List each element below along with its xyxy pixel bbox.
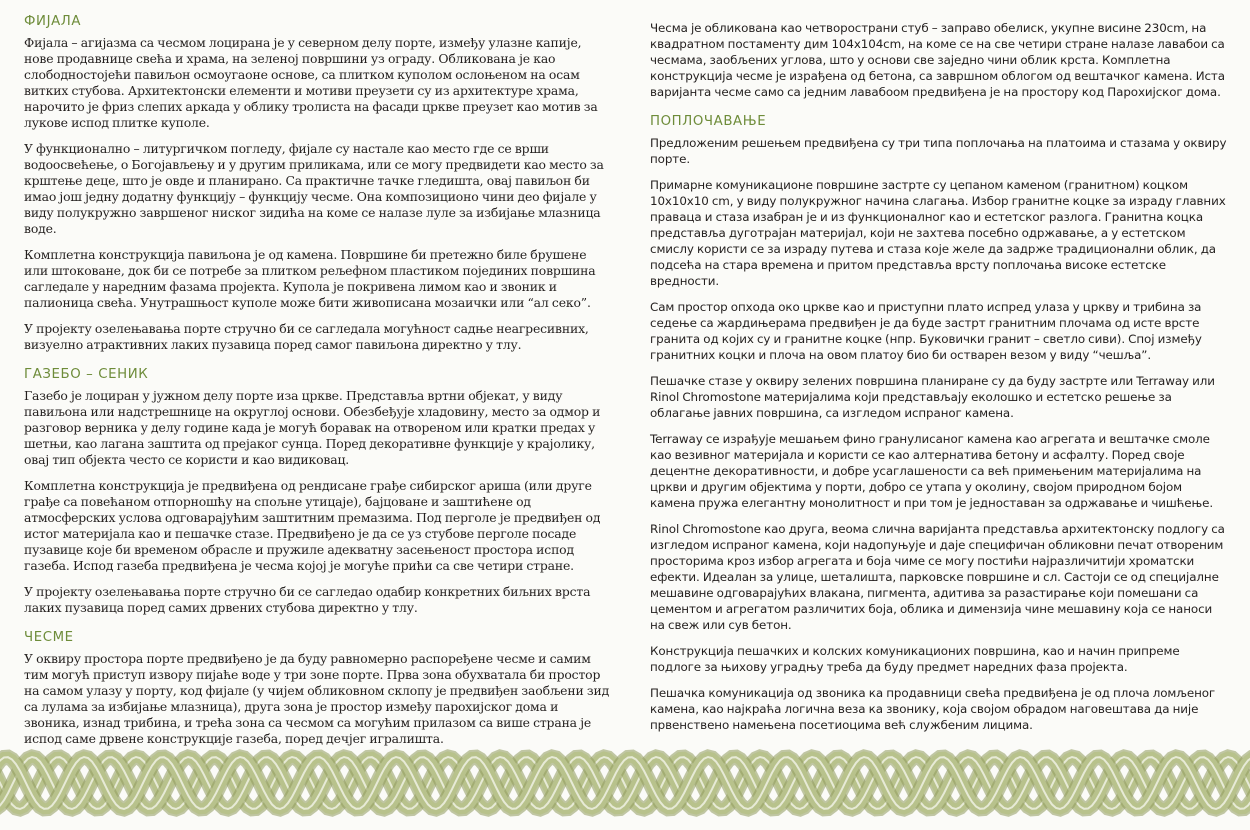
paragraph: Комплетна конструкција павиљона је од камена. Површине би претежно биле брушене или штоковане, док би се потребе за плитком рељефном пластиком појединих површина сагледале у наредним фазама пројекта. Купола је покривена лимом као и звоник и палионица свећа. Унутрашњост куполе може бити живописана мозаички или “ал секо”. — [24, 247, 596, 310]
paragraph: Газебо је лоциран у јужном делу порте иза цркве. Представља вртни објекат, у виду павиљона или надстрешнице на округлој основи. Обезбеђује хладовину, место за одмор и разговор верника у делу године када је могућ боравак на отвореном или кратки предах у шетњи, као лагана заштита од прејаког сунца. Поред декоративне функције у крајолику, овај тип објекта често се користи и као видиковац. — [24, 388, 601, 467]
paragraph: Пешачка комуникација од звоника ка продавници свећа предвиђена је од плоча ломљеног камена, као најкраћа логична веза ка звонику, која својом обрадом наговештава да није првенствено намењена посетиоцима већ службеним лицима. — [650, 686, 1216, 732]
paragraph: Фијала – агијазма са чесмом лоцирана је у северном делу порте, између улазне капије, нове продавнице свећа и храма, на зеленој површини уз ограду. Обликована је као слободностојећи павиљон осмоугаоне основе, са плитком куполом ослоњеном на осам витких стубова. Архитектонски елементи и мотиви преузети су из архитектуре храма, нарочито је фриз слепих аркада у облику тролиста на фасади цркве преузет као мотив за лукове испод плитке куполе. — [24, 35, 598, 130]
section-title-cesme: ЧЕСМЕ — [24, 630, 74, 645]
left-column — [24, 14, 612, 757]
paragraph: Terraway се израђује мешањем фино гранулисаног камена као агрегата и вештачке смоле као везивног материјала и користи се као алтернатива бетону и асфалту. Поред своје децентне декоративности, и добре усаглашености са већ примењеним материјалима на цркви и другим објектима у порти, добро се утапа у околину, својом природном бојом камена пружа елегантну монолитност и при том је једноставан за одржавање и чишћење. — [650, 432, 1213, 510]
braid-strands — [0, 757, 1250, 809]
paragraph: Сам простор опхода око цркве као и приступни плато испред улаза у цркву и трибина за седење са жардињерама предвиђен је да буде застрт гранитним плочама од исте врсте гранита од којих су и гранитне коцке (нпр. Буковички гранит – светло сиви). Спој између гранитних коцки и плоча на овом платоу био би остварен везом у виду “чешља”. — [650, 300, 1202, 362]
paragraph: Комплетна конструкција је предвиђена од рендисане грађе сибирског ариша (или друге грађе са повећаном отпорношћу на спољне утицаје), бајцоване и заштићене од атмосферских услова одговарајућим заштитним премазима. Под перголе је предвиђен од истог материјала као и пешачке стазе. Предвиђено је да се уз стубове перголе посаде пузавице које би временом обрасле и пружиле адекватну засењеност простора испод газеба. Испод газеба предвиђена је чесма којој је могуће прићи са све четири стране. — [24, 478, 601, 573]
paragraph: Чесма је обликована као четворострани стуб – заправо обелиск, укупне висине 230cm, на квадратном постаменту дим 104x104cm, на коме се на све четири стране налазе лавабои са чесмама, заобљених углова, што у основи све заједно чини облик крста. Комплетна конструкција чесме је израђена од бетона, са завршном облогом од вештачког камена. Иста варијанта чесме само са једним лавабоом предвиђена је на простору код Парохијског дома. — [650, 21, 1225, 99]
paragraph: Конструкција пешачких и колских комуникационих површина, као и начин припреме подлоге за њихову уградњу треба да буду предмет наредних фаза пројекта. — [650, 644, 1180, 674]
paragraph: Rinol Chromostone као друга, веома слична варијанта представља архитектонску подлогу са изгледом испраног камена, који надопуњује и даје специфичан обликовни печат отвореним просторима кроз избор агрегата и боја чиме се могу постићи најразличитији хроматски ефекти. Идеалан за улице, шеталишта, парковске површине и сл. Састоји се од специјалне мешавине одговарајућих влакана, пигмента, адитива за разастирање који помешани са цементом и агрегатом различитих боја, облика и димензија чине мешавину која се наноси на свеж или сув бетон. — [650, 522, 1225, 632]
paragraph: Примарне комуникационе површине застрте су цепаном каменом (гранитном) коцком 10x10x10 cm, у виду полукружног начина слагања. Избор гранитне коцке за израду главних правaца и стаза изабран је и из функционалног као и естетског разлога. Гранитна коцка представља дуготрајан материјал, који не захтева посебно одржавање, а у естетском смислу користи се за израду путева и стаза које желе да задрже традиционални облик, да подсећа на стара времена и притом представља врсту поплочања високе естетске вредности. — [650, 178, 1226, 288]
braid-border — [0, 733, 1250, 830]
right-column — [650, 20, 1230, 743]
paragraph: У пројекту озелењавања порте стручно би се сагледао одабир конкретних биљних врста лаких пузавица поред самих дрвених стубова директно у тлу. — [24, 584, 591, 615]
paragraph: Пешачке стазе у оквиру зелених површина планиране су да буду застрте или Terraway или Rinol Chromostone материјалима који представљају еколошко и естетско решење за облагање јавних површина, са изгледом испраног камена. — [650, 374, 1215, 420]
section-title-poplocavanje: ПОПЛОЧАВАЊЕ — [650, 114, 767, 129]
paragraph: Предложеним решењем предвиђена су три типа поплочања на платоима и стазама у оквиру порте. — [650, 136, 1227, 166]
section-title-fijala: ФИЈАЛА — [24, 14, 82, 29]
section-title-gazebo: ГАЗЕБО – СЕНИК — [24, 367, 149, 382]
paragraph: У оквиру простора порте предвиђено је да буду равномерно распоређене чесме и самим тим могућ приступ извору пијаће воде у три зоне порте. Прва зона обухватала би простор на самом улазу у порту, код фијале (у чијем обликовном склопу је предвиђен заобљени зид са лулама за избијање млазница), друга зона је простор између парохијског дома и звоника, изнад трибина, и трећа зона са чесмом са могућим прилазом са више страна је испод саме дрвене конструкције газеба, поред дечјег игралишта. — [24, 651, 610, 746]
paragraph: У пројекту озелењавања порте стручно би се сагледала могућност садње неагресивних, визуелно атрактивних лаких пузавица поред самог павиљона директно у тлу. — [24, 321, 589, 352]
paragraph: У функционално – литургичком погледу, фијале су настале као место где се врши водоосвећење, о Богојављењу и у другим приликама, или се могу предвидети као место за крштење деце, што је овде и планирано. Са практичне тачке гледишта, овај павиљон би имао још једну додатну функцију – функцију чесме. Она композиционо чини део фијале у виду полукружно завршеног ниског зидића на коме се налазе луле за избијање млазница воде. — [24, 141, 604, 236]
